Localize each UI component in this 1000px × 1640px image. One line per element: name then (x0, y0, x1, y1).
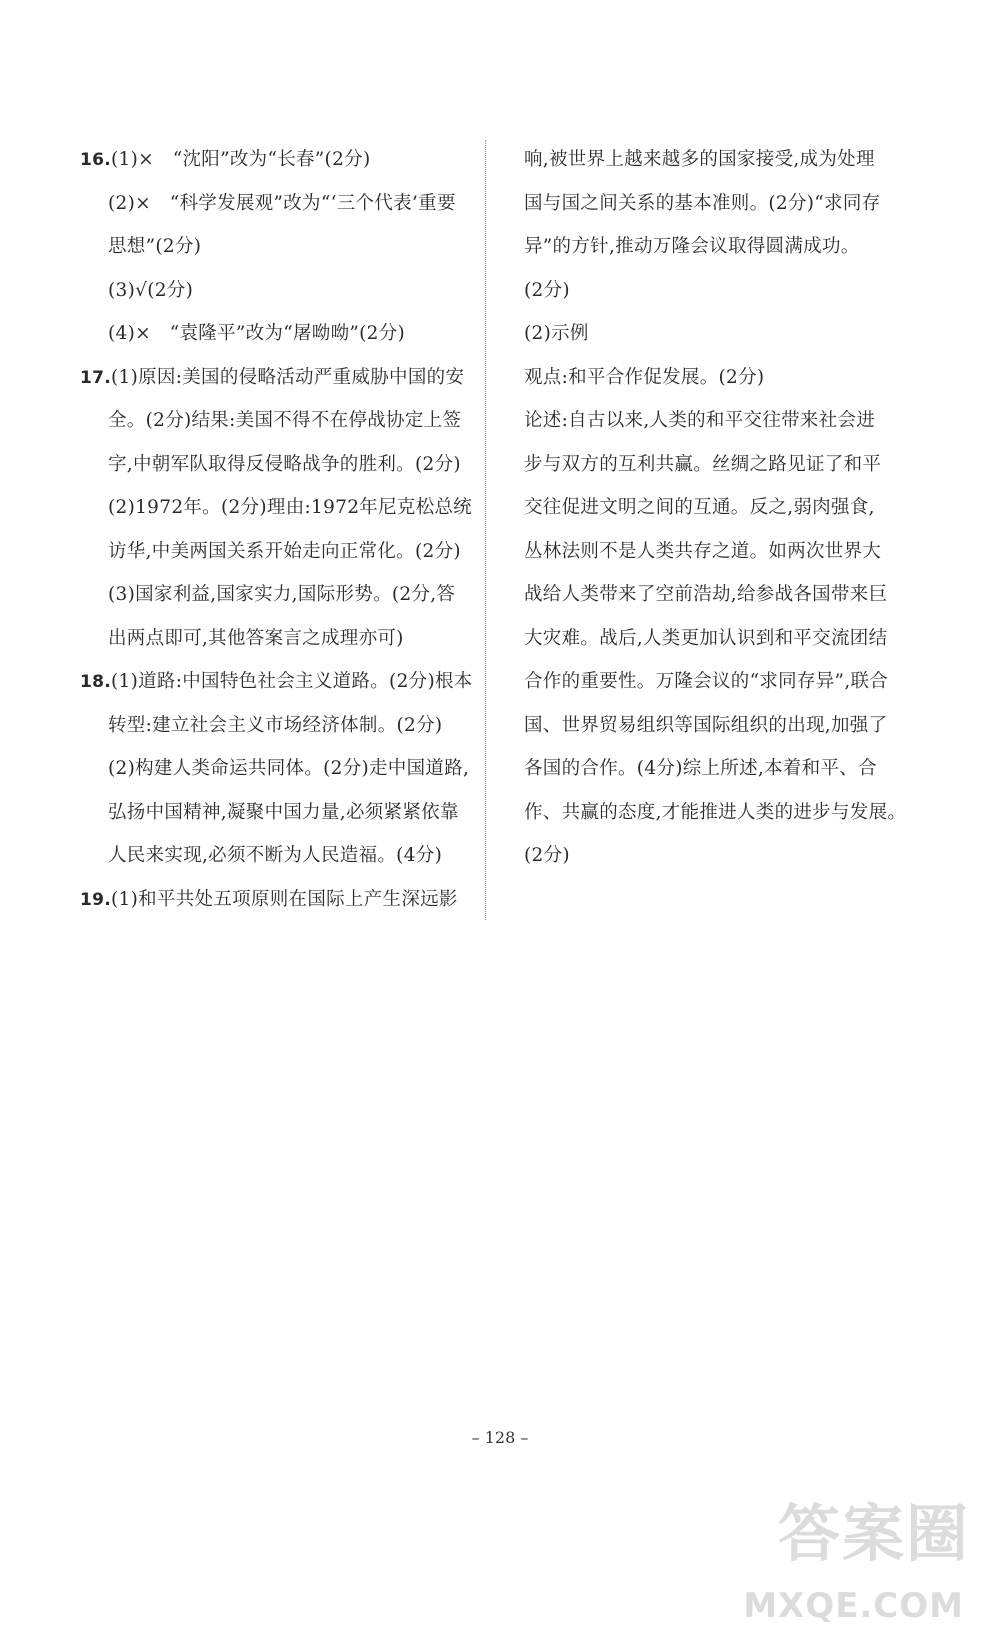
answer-line-19-11: 丛林法则不是人类共存之道。如两次世界大 (524, 540, 882, 562)
answer-text: (3)√(2分) (108, 279, 194, 301)
answer-line-18-4 (80, 791, 480, 835)
question-number: 19. (80, 889, 112, 910)
answer-line-16-2 (80, 182, 480, 226)
question-number: 18. (80, 672, 112, 692)
answer-line-17-7 (80, 617, 480, 661)
answer-text: (3)国家利益,国家实力,国际形势。(2分,答 (108, 584, 456, 605)
answer-text: (1)道路:中国特色社会主义道路。(2分)根本 (111, 671, 473, 692)
watermark-en: MXQE.COM (743, 1586, 964, 1626)
answer-line-17-2 (80, 399, 480, 443)
answer-line-19-16: 各国的合作。(4分)综上所述,本着和平、合 (524, 758, 877, 779)
watermark-logo (740, 1484, 970, 1634)
answer-line-18-2 (80, 704, 480, 748)
answer-line-19-8: 论述:自古以来,人类的和平交往带来社会进 (524, 410, 876, 431)
answer-text: (4)× “袁隆平”改为“屠呦呦”(2分) (108, 323, 406, 344)
answer-line-16-4 (80, 269, 480, 313)
right-column (524, 138, 914, 878)
answer-text: 访华,中美两国关系开始走向正常化。(2分) (108, 540, 461, 562)
answer-line-19-15: 国、世界贸易组织等国际组织的出现,加强了 (524, 714, 888, 736)
question-number: 16. (80, 150, 112, 170)
column-divider (485, 140, 486, 920)
answer-line-19-14: 合作的重要性。万隆会议的“求同存异”,联合 (524, 671, 889, 692)
answer-text: 字,中朝军队取得反侵略战争的胜利。(2分) (108, 453, 461, 475)
answer-line-19-4: 异”的方针,推动万隆会议取得圆满成功。 (524, 236, 860, 257)
answer-line-18-3 (80, 747, 480, 791)
answer-line-19-18: (2分) (524, 845, 570, 866)
answer-line-19-2: 响,被世界上越来越多的国家接受,成为处理 (524, 149, 875, 170)
answer-line-17-5 (80, 530, 480, 574)
answer-text: 全。(2分)结果:美国不得不在停战协定上签 (108, 410, 462, 431)
answer-text: 出两点即可,其他答案言之成理亦可) (108, 627, 404, 649)
answer-line-19-10: 交往促进文明之间的互通。反之,弱肉强食, (524, 497, 875, 518)
answer-text: (2)1972年。(2分)理由:1972年尼克松总统 (108, 497, 473, 518)
answer-line-17-4 (80, 486, 480, 530)
answer-line-16-3 (80, 225, 480, 269)
answer-line-19-5: (2分) (524, 279, 570, 301)
answer-line-17-1 (80, 356, 480, 400)
answer-text: 人民来实现,必须不断为人民造福。(4分) (108, 845, 443, 866)
answer-text: (2)构建人类命运共同体。(2分)走中国道路, (108, 758, 470, 779)
answer-line-16-1 (80, 138, 480, 182)
page-number: – 128 – (471, 1428, 529, 1447)
answer-line-17-6 (80, 573, 480, 617)
answer-line-19-17: 作、共赢的态度,才能推进人类的进步与发展。 (524, 801, 907, 823)
question-number: 17. (80, 367, 112, 388)
answer-line-17-3 (80, 443, 480, 487)
left-column (80, 138, 480, 921)
answer-text: 弘扬中国精神,凝聚中国力量,必须紧紧依靠 (108, 801, 459, 823)
watermark-cn: 答案圈 (777, 1497, 970, 1570)
answer-line-19-7: 观点:和平合作促发展。(2分) (524, 366, 765, 388)
answer-line-18-5 (80, 834, 480, 878)
answer-text: (1)× “沈阳”改为“长春”(2分) (111, 149, 371, 170)
answer-text: 转型:建立社会主义市场经济体制。(2分) (108, 714, 443, 736)
answer-line-19-13: 大灾难。战后,人类更加认识到和平交流团结 (524, 627, 888, 649)
answer-line-19-3: 国与国之间关系的基本准则。(2分)“求同存 (524, 192, 881, 214)
answer-line-19-1 (80, 878, 480, 922)
answer-line-19-12: 战给人类带来了空前浩劫,给参战各国带来巨 (524, 584, 888, 605)
answer-line-18-1 (80, 660, 480, 704)
answer-line-16-5 (80, 312, 480, 356)
answer-text: (1)和平共处五项原则在国际上产生深远影 (111, 888, 458, 910)
answer-text: (1)原因:美国的侵略活动严重威胁中国的安 (111, 366, 465, 388)
answer-text: 思想”(2分) (108, 236, 202, 257)
answer-text: (2)× “科学发展观”改为“‘三个代表’重要 (108, 192, 456, 214)
answer-line-19-9: 步与双方的互利共赢。丝绸之路见证了和平 (524, 453, 882, 475)
answer-line-19-6: (2)示例 (524, 323, 589, 344)
